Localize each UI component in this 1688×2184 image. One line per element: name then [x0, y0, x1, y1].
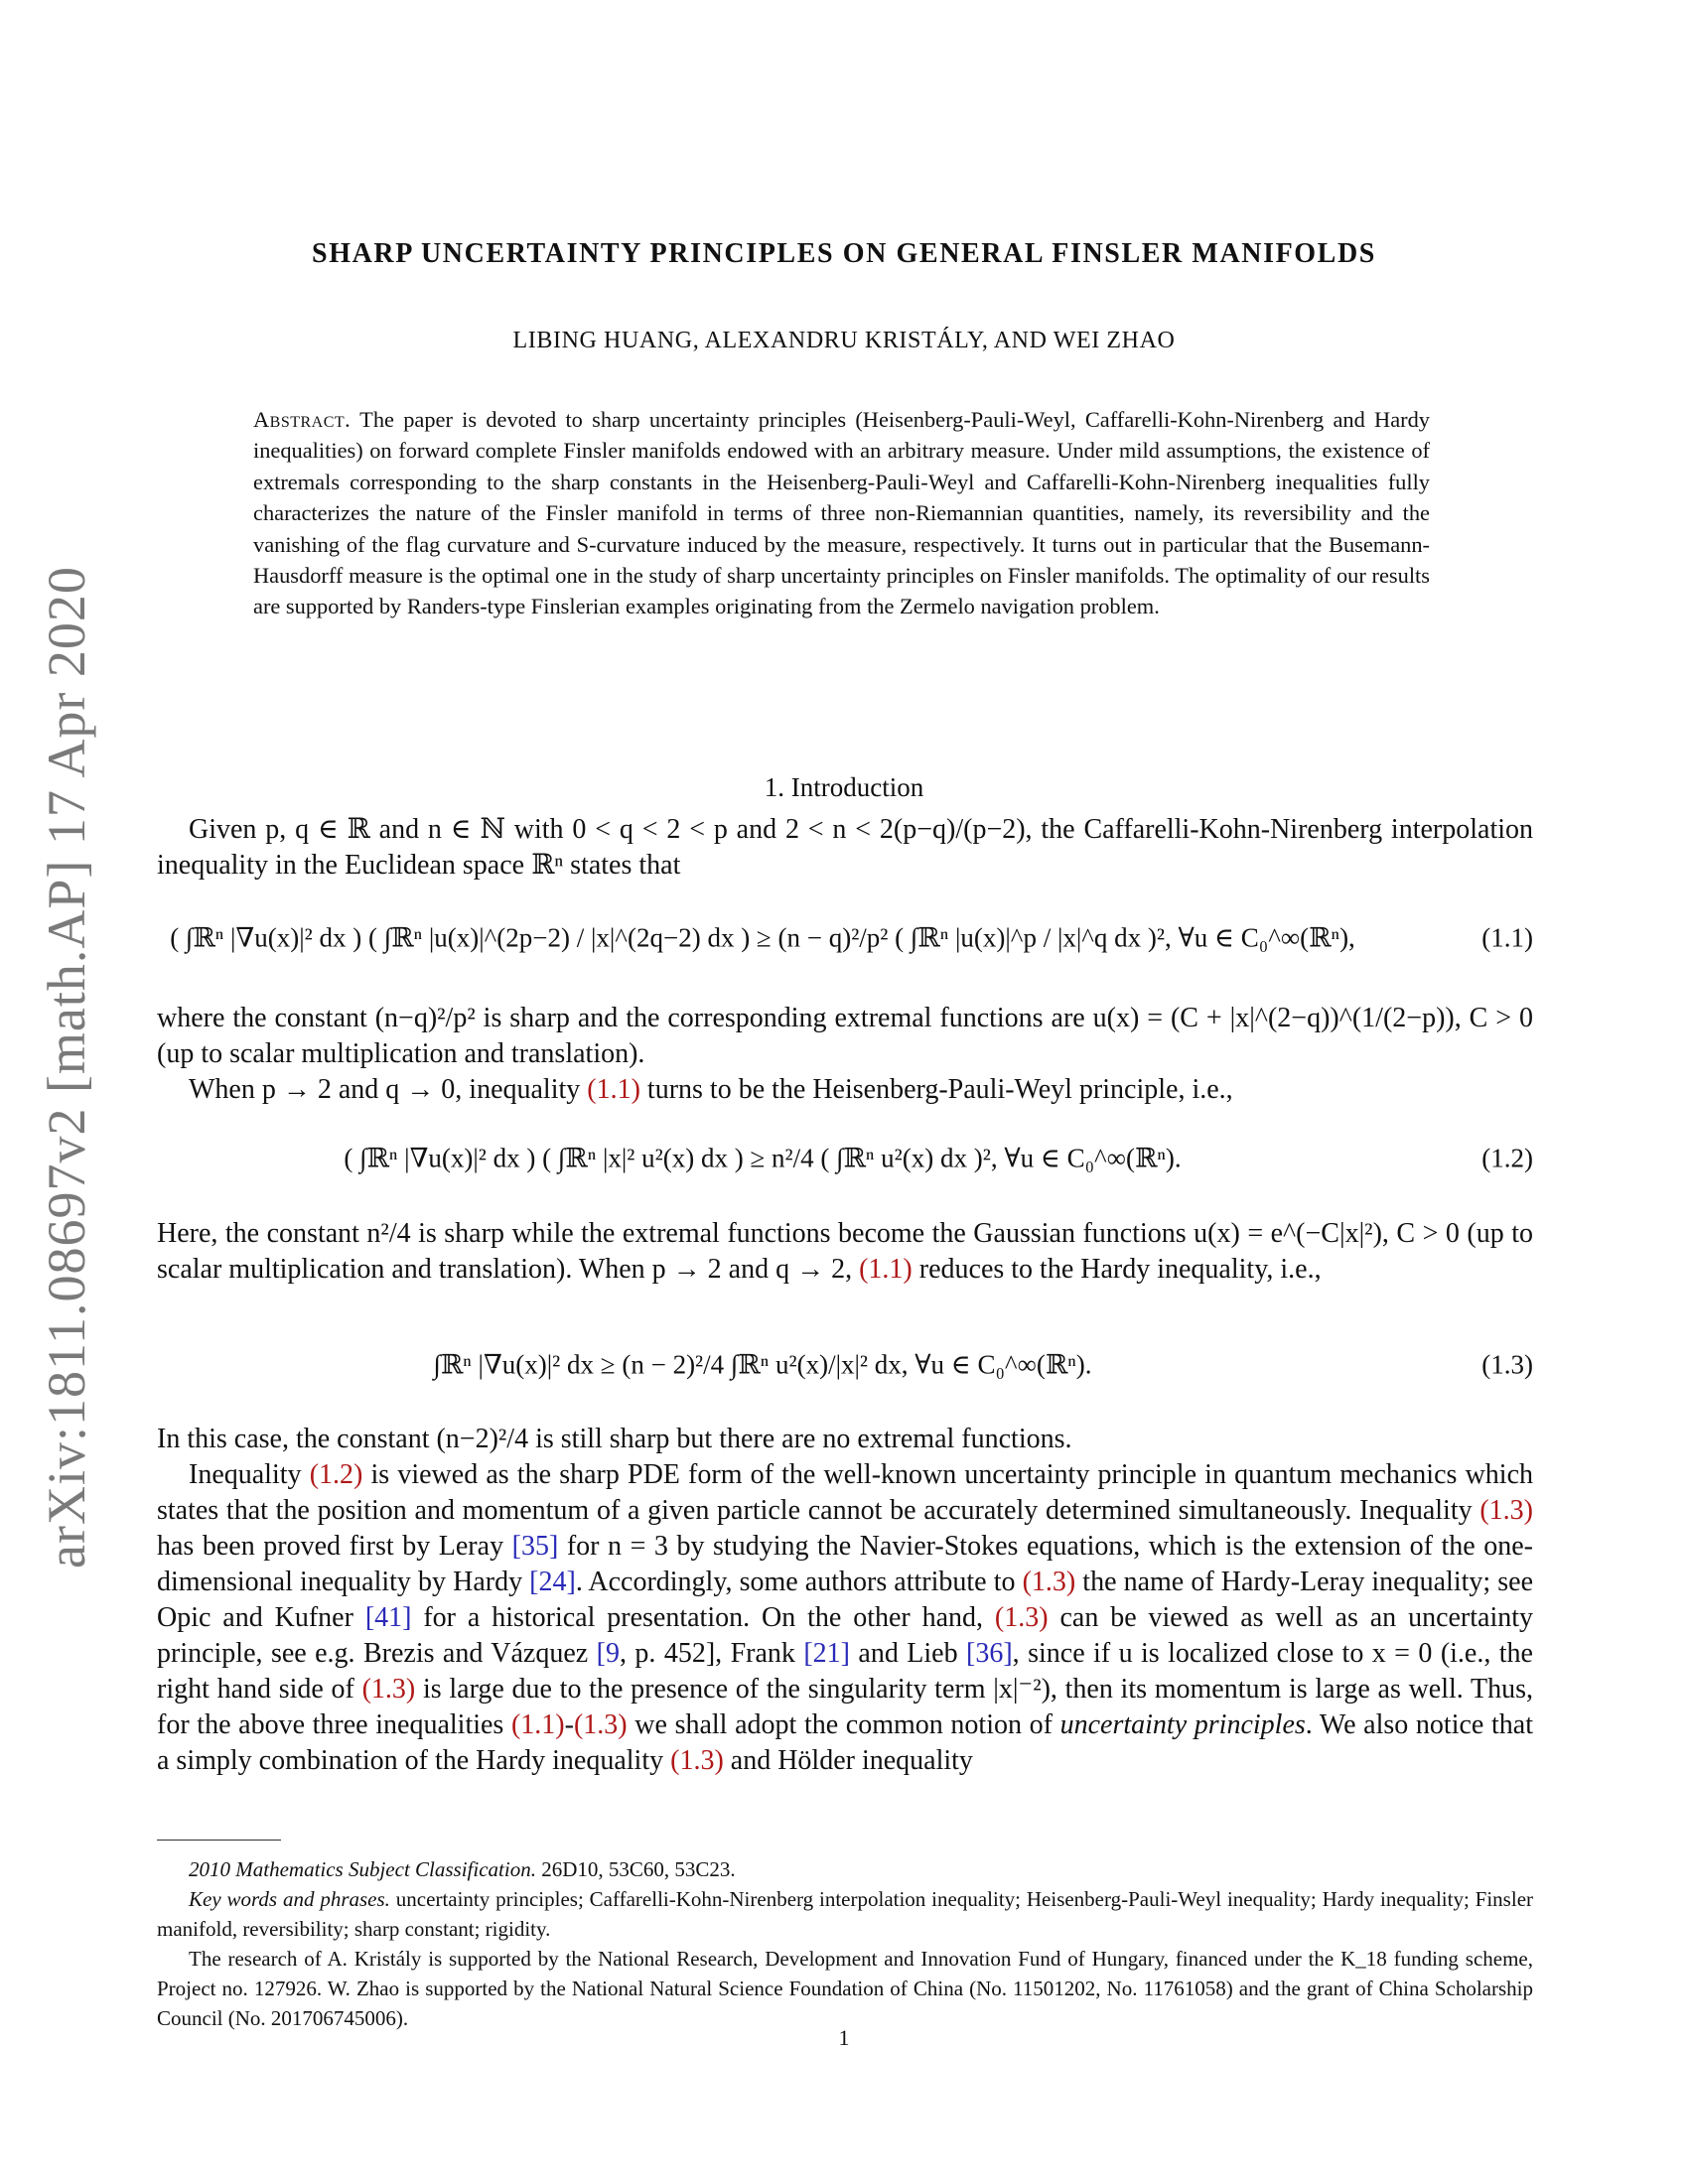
abstract	[253, 404, 1430, 622]
paper-authors: LIBING HUANG, ALEXANDRU KRISTÁLY, AND WEI ZHAO	[512, 328, 1176, 353]
footnote-msc	[157, 1854, 1533, 1884]
equation-formula: ( ∫ℝⁿ |∇u(x)|² dx ) ( ∫ℝⁿ |x|² u²(x) dx ) ≥ n²/4 ( ∫ℝⁿ u²(x) dx )², ∀u ∈ C₀^∞(ℝⁿ).	[344, 1143, 1182, 1173]
footnote-text: uncertainty principles; Caffarelli-Kohn-Nirenberg interpolation inequality; Heisenberg-Pauli-Weyl inequality; Hardy inequality; Finsler manifold, reversibility; sharp constant; rigidity.	[157, 1887, 1534, 1941]
citation-link[interactable]: [21]	[803, 1638, 850, 1669]
equation-link[interactable]: (1.2)	[309, 1459, 363, 1490]
paragraph-6-text: for a historical presentation. On the other hand,	[411, 1602, 995, 1633]
footnote-text: The research of A. Kristály is supported by the National Research, Development and Innovation Fund of Hungary, financed under the K_18 funding scheme, Project no. 127926. W. Zhao is supported by the National Natural Science Foundation of China (No. 11501202, No. 11761058) and the grant of China Scholarship Council (No. 201706745006).	[157, 1947, 1533, 2030]
paragraph-4-text-a: Here, the constant n²/4 is sharp while the extremal functions become the Gaussian functions u(x) = e^(−C|x|²), C > 0 (up to scalar multiplication and translation). When p → 2 and q → 2,	[157, 1218, 1533, 1285]
equation-number: (1.3)	[1481, 1349, 1533, 1380]
paragraph-2: where the constant (n−q)²/p² is sharp and the corresponding extremal functions are u(x) = (C + |x|^(2−q))^(1/(2−p)), C > 0 (up to scalar multiplication and translation).	[157, 1003, 1533, 1069]
citation-link[interactable]: [41]	[364, 1602, 412, 1633]
paragraph-6-text: Inequality	[189, 1459, 310, 1490]
paragraph-6-text: -	[564, 1709, 574, 1740]
paragraph-6-text: has been proved first by Leray	[157, 1531, 512, 1562]
paragraph-6	[157, 1457, 1533, 1779]
paragraph-6-text: we shall adopt the common notion of	[627, 1709, 1060, 1740]
footnote-keywords	[157, 1884, 1533, 1944]
equation-1-2	[157, 1114, 1533, 1203]
paragraph-6-text: and Lieb	[849, 1638, 967, 1669]
paragraph-6-text: the name of Hardy-Leray inequality; see Opic and Kufner	[157, 1567, 1533, 1633]
citation-link[interactable]: [24]	[529, 1567, 576, 1597]
paper-title: SHARP UNCERTAINTY PRINCIPLES ON GENERAL FINSLER MANIFOLDS	[312, 238, 1376, 269]
footnotes	[157, 1854, 1533, 2033]
equation-link[interactable]: (1.3)	[1479, 1495, 1533, 1526]
paragraph-3-text-b: turns to be the Heisenberg-Pauli-Weyl principle, i.e.,	[639, 1074, 1233, 1105]
equation-link[interactable]: (1.3)	[670, 1745, 724, 1776]
paragraph-5: In this case, the constant (n−2)²/4 is still sharp but there are no extremal functions.	[157, 1424, 1072, 1454]
paragraph-6-text: is viewed as the sharp PDE form of the well-known uncertainty principle in quantum mechanics which states that the position and momentum of a given particle cannot be accurately determined simultaneously. Inequality	[157, 1459, 1533, 1526]
footnote-label: Key words and phrases.	[189, 1887, 390, 1911]
paragraph-6-text: and Hölder inequality	[723, 1745, 973, 1776]
paragraph-6-text: for n = 3 by studying the Navier-Stokes equations, which is the extension of the one-dimensional inequality by Hardy	[157, 1531, 1534, 1597]
arxiv-margin-identifier: arXiv:1811.08697v2 [math.AP] 17 Apr 2020	[37, 566, 96, 1569]
citation-link[interactable]: [9	[596, 1638, 620, 1669]
equation-link[interactable]: (1.1)	[510, 1709, 565, 1740]
paragraph-6-text: . Accordingly, some authors attribute to	[575, 1567, 1023, 1597]
footnote-rule	[157, 1840, 281, 1841]
equation-number: (1.2)	[1481, 1143, 1533, 1173]
footnote-text: 26D10, 53C60, 53C23.	[535, 1857, 736, 1881]
paragraph-6-text: is large due to the presence of the singularity term |x|⁻²), then its momentum is large as well. Thus, for the above three inequalities	[157, 1674, 1533, 1740]
paragraph-4	[157, 1216, 1533, 1288]
paragraph-6-text: , since if u is localized close to x = 0 (i.e., the right hand side of	[157, 1638, 1533, 1705]
equation-link[interactable]: (1.3)	[1022, 1567, 1076, 1597]
footnote-label: 2010 Mathematics Subject Classification.	[189, 1857, 536, 1881]
equation-link[interactable]: (1.1)	[587, 1074, 640, 1105]
citation-link[interactable]: [36]	[966, 1638, 1013, 1669]
paragraph-4-text-b: reduces to the Hardy inequality, i.e.,	[912, 1254, 1322, 1285]
citation-link[interactable]: [35]	[511, 1531, 559, 1562]
page-number: 1	[838, 2025, 850, 2050]
paragraph-6-text: uncertainty principles	[1059, 1709, 1306, 1740]
paragraph-6-text: can be viewed as well as an uncertainty principle, see e.g. Brezis and Vázquez	[157, 1602, 1534, 1669]
paragraph-3	[157, 1072, 1533, 1108]
abstract-heading: Abstract.	[253, 407, 352, 432]
paragraph-3-text-a: When p → 2 and q → 0, inequality	[189, 1074, 588, 1105]
equation-formula: ∫ℝⁿ |∇u(x)|² dx ≥ (n − 2)²/4 ∫ℝⁿ u²(x)/|x|² dx, ∀u ∈ C₀^∞(ℝⁿ).	[433, 1349, 1092, 1380]
paragraph-6-text: , p. 452], Frank	[619, 1638, 804, 1669]
equation-number: (1.1)	[1481, 922, 1533, 953]
equation-link[interactable]: (1.1)	[859, 1254, 913, 1285]
paragraph-1: Given p, q ∈ ℝ and n ∈ ℕ with 0 < q < 2 < p and 2 < n < 2(p−q)/(p−2), the Caffarelli-Kohn-Nirenberg interpolation inequality in the Euclidean space ℝⁿ states that	[157, 814, 1533, 881]
equation-link[interactable]: (1.3)	[994, 1602, 1049, 1633]
equation-formula: ( ∫ℝⁿ |∇u(x)|² dx ) ( ∫ℝⁿ |u(x)|^(2p−2) / |x|^(2q−2) dx ) ≥ (n − q)²/p² ( ∫ℝⁿ |u(x)|^p / |x|^q dx )², ∀u ∈ C₀^∞(ℝⁿ),	[170, 922, 1355, 953]
equation-1-3	[157, 1320, 1533, 1410]
equation-1-1	[157, 893, 1533, 983]
footnote-funding	[157, 1944, 1533, 2033]
equation-link[interactable]: (1.3)	[573, 1709, 628, 1740]
equation-link[interactable]: (1.3)	[361, 1674, 416, 1705]
paragraph-6-text: . We also notice that a simply combination of the Hardy inequality	[157, 1709, 1533, 1776]
abstract-text: The paper is devoted to sharp uncertainty principles (Heisenberg-Pauli-Weyl, Caffarelli-Kohn-Nirenberg and Hardy inequalities) on forward complete Finsler manifolds endowed with an arbitrary measure. Under mild assumptions, the existence of extremals corresponding to the sharp constants in the Heisenberg-Pauli-Weyl and Caffarelli-Kohn-Nirenberg inequalities fully characterizes the nature of the Finsler manifold in terms of three non-Riemannian quantities, namely, its reversibility and the vanishing of the flag curvature and S-curvature induced by the measure, respectively. It turns out in particular that the Busemann-Hausdorff measure is the optimal one in the study of sharp uncertainty principles on Finsler manifolds. The optimality of our results are supported by Randers-type Finslerian examples originating from the Zermelo navigation problem.	[253, 407, 1430, 619]
section-heading-introduction: 1. Introduction	[764, 772, 924, 802]
